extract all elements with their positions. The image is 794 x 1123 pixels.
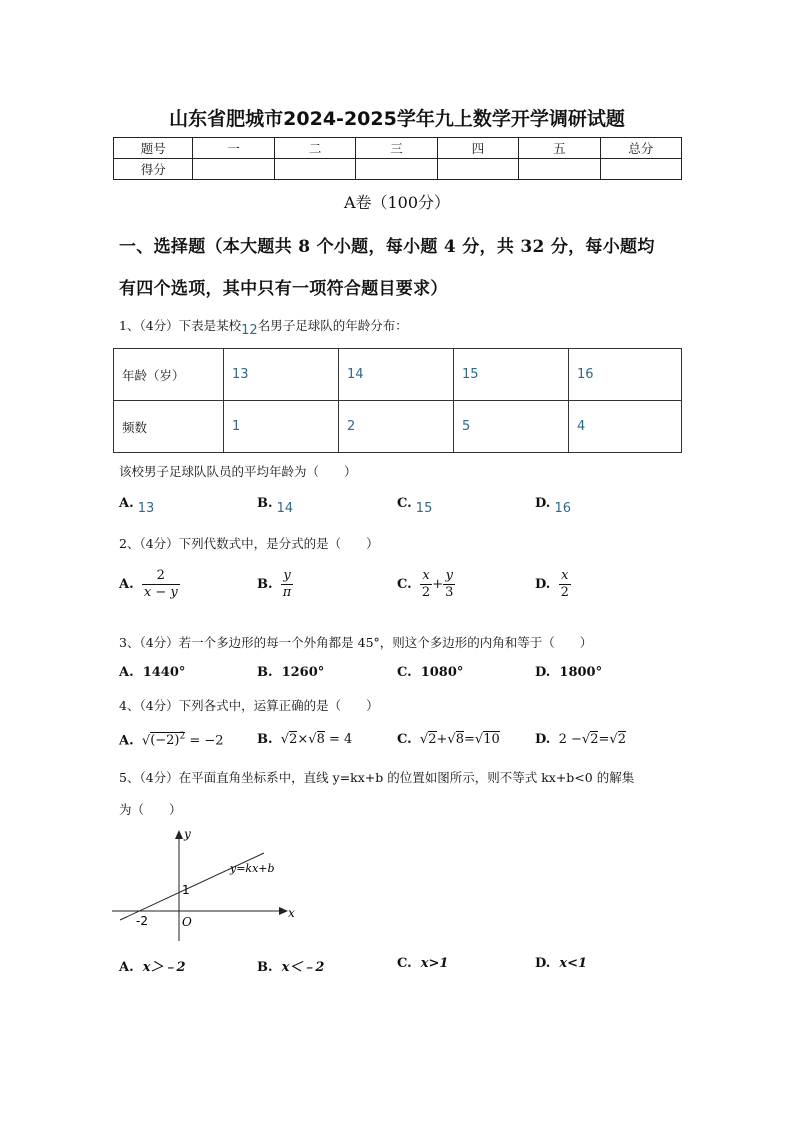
q1-question: 该校男子足球队队员的平均年龄为（ ）	[119, 464, 357, 479]
question-3-stem: 3、（4分）若一个多边形的每一个外角都是 45°，则这个多边形的内角和等于（ ）	[119, 635, 593, 650]
score-table-header-row	[114, 138, 682, 159]
plus-sign: +	[432, 577, 444, 592]
section1-heading-line2: 有四个选项，其中只有一项符合题目要求）	[119, 279, 448, 299]
q3-option-c[interactable]	[397, 665, 463, 680]
option-value: 15	[415, 501, 433, 516]
q3-option-a[interactable]	[119, 665, 185, 680]
frequency-cell: 5	[454, 401, 569, 453]
option-value: 13	[137, 501, 155, 516]
score-table	[113, 137, 682, 180]
frequency-row-label: 频数	[114, 401, 224, 453]
score-header-cell: 总分	[600, 138, 681, 159]
q1-option-a[interactable]	[119, 496, 155, 516]
age-cell: 14	[339, 349, 454, 401]
option-value: 1800°	[559, 665, 603, 680]
fraction: $\frac{x}{2}$	[421, 568, 431, 600]
score-header-cell: 五	[519, 138, 600, 159]
option-value: x＞﹣2	[142, 960, 186, 975]
age-cell: 15	[454, 349, 569, 401]
coordinate-graph	[112, 826, 312, 946]
q5-option-a[interactable]	[119, 956, 185, 975]
option-label: A.	[119, 665, 134, 680]
option-label: C.	[397, 732, 412, 747]
q2-option-b[interactable]	[257, 568, 293, 601]
q2-option-d[interactable]	[535, 568, 571, 601]
option-value: 1260°	[281, 665, 325, 680]
option-label: B.	[257, 577, 273, 592]
option-label: C.	[397, 665, 412, 680]
q5-option-c[interactable]	[397, 956, 448, 971]
fraction: $\frac{y}{\pi}$	[282, 568, 292, 600]
radicand: 2	[590, 732, 599, 747]
q2-option-c[interactable]	[397, 568, 455, 601]
option-label: A.	[119, 577, 134, 592]
option-label: D.	[535, 732, 551, 747]
q2-option-a[interactable]	[119, 568, 180, 601]
score-header-cell: 三	[356, 138, 437, 159]
question-5-stem-line1: 5、（4分）在平面直角坐标系中，直线 y=kx+b 的位置如图所示，则不等式 kx+b<0 的解集	[119, 770, 635, 785]
x-axis-arrow-icon	[279, 907, 288, 915]
sqrt-icon: √	[141, 733, 151, 749]
option-label: D.	[535, 665, 551, 680]
option-value: x＜﹣2	[281, 960, 325, 975]
option-label: B.	[257, 665, 273, 680]
radicand: 2	[428, 732, 437, 747]
frequency-cell: 2	[339, 401, 454, 453]
q4-option-b[interactable]	[257, 732, 352, 747]
fraction: $\frac{x}{2}$	[560, 568, 569, 600]
score-cell	[274, 159, 355, 180]
q4-option-a[interactable]	[119, 732, 224, 748]
sqrt-icon: √	[581, 732, 591, 747]
q3-option-b[interactable]	[257, 665, 324, 680]
option-pre: 2 −	[558, 732, 582, 747]
option-label: C.	[397, 956, 412, 971]
option-rest: = −2	[189, 733, 224, 749]
section-a-heading: A卷（100分）	[343, 193, 451, 212]
page-title: 山东省肥城市2024-2025学年九上数学开学调研试题	[169, 108, 625, 130]
score-header-cell: 题号	[114, 138, 193, 159]
age-row-label: 年龄（岁）	[114, 349, 224, 401]
fraction: $\frac{y}{3}$	[445, 568, 454, 600]
score-cell	[356, 159, 437, 180]
score-table-row	[114, 159, 682, 180]
radicand: 8	[455, 732, 464, 747]
age-cell: 16	[569, 349, 682, 401]
age-distribution-table	[113, 348, 682, 453]
radicand: 10	[483, 732, 500, 747]
q1-count: 12	[241, 323, 258, 338]
x-intercept-label: -2	[136, 914, 148, 928]
equals-sign: =	[463, 732, 475, 747]
sqrt-icon: √	[280, 732, 290, 747]
q4-option-c[interactable]	[397, 732, 500, 747]
option-value: x>1	[420, 956, 449, 971]
q3-option-d[interactable]	[535, 665, 602, 680]
radicand: 8	[316, 732, 325, 747]
frequency-cell: 1	[224, 401, 339, 453]
age-cell: 13	[224, 349, 339, 401]
sqrt-icon: √	[609, 732, 618, 747]
sqrt-icon: √	[447, 732, 456, 747]
option-label: B.	[257, 960, 273, 975]
score-header-cell: 二	[274, 138, 355, 159]
option-value: 14	[276, 501, 294, 516]
score-row-label: 得分	[114, 159, 193, 180]
option-label: A.	[119, 496, 134, 511]
option-value: x<1	[559, 956, 588, 971]
option-value: 1080°	[420, 665, 464, 680]
q1-option-d[interactable]	[535, 496, 572, 516]
question-4-stem: 4、（4分）下列各式中，运算正确的是（ ）	[119, 698, 379, 713]
sqrt-icon: √	[419, 732, 429, 747]
score-header-cell: 一	[193, 138, 274, 159]
age-row	[114, 349, 682, 401]
q1-option-b[interactable]	[257, 496, 294, 516]
score-cell	[519, 159, 600, 180]
plus-sign: +	[436, 732, 448, 747]
fraction: $\frac{2}{x - y}$	[143, 568, 178, 600]
radicand: $(-2)^2$	[150, 732, 186, 749]
y-intercept-label: 1	[182, 883, 190, 897]
origin-label: O	[182, 915, 192, 929]
option-label: B.	[257, 496, 273, 511]
option-value: 1440°	[142, 665, 186, 680]
question-2-stem: 2、（4分）下列代数式中，是分式的是（ ）	[119, 536, 379, 551]
times-sign: ×	[297, 732, 309, 747]
radicand: 2	[617, 732, 626, 747]
x-axis-label: x	[288, 906, 295, 920]
q1-prefix: 1、（4分）下表是某校	[119, 318, 242, 333]
y-axis-label: y	[184, 827, 191, 841]
q1-suffix: 名男子足球队的年龄分布：	[257, 318, 408, 333]
section1-heading-line1: 一、选择题（本大题共 8 个小题，每小题 4 分，共 32 分，每小题均	[119, 237, 655, 257]
option-value: 16	[554, 501, 572, 516]
q5-option-b[interactable]	[257, 956, 324, 975]
score-cell	[193, 159, 274, 180]
frequency-row	[114, 401, 682, 453]
question-5-stem-line2: 为（ ）	[119, 802, 182, 817]
option-label: D.	[535, 956, 551, 971]
option-label: A.	[119, 960, 134, 975]
q5-option-d[interactable]	[535, 956, 587, 971]
q4-option-d[interactable]	[535, 732, 626, 747]
option-label: C.	[397, 496, 412, 511]
sqrt-icon: √	[308, 732, 317, 747]
option-label: B.	[257, 732, 273, 747]
score-cell	[437, 159, 518, 180]
equals-sign: =	[598, 732, 610, 747]
y-axis-arrow-icon	[175, 830, 183, 839]
score-cell	[600, 159, 681, 180]
frequency-cell: 4	[569, 401, 682, 453]
option-label: D.	[535, 577, 551, 592]
option-label: C.	[397, 577, 412, 592]
sqrt-icon: √	[474, 732, 484, 747]
option-label: D.	[535, 496, 551, 511]
radicand: 2	[289, 732, 298, 747]
line-label: y=kx+b	[230, 862, 275, 875]
option-rest: = 4	[328, 732, 353, 747]
q1-option-c[interactable]	[397, 496, 433, 516]
option-label: A.	[119, 733, 134, 749]
score-header-cell: 四	[437, 138, 518, 159]
question-1-stem	[119, 316, 408, 338]
